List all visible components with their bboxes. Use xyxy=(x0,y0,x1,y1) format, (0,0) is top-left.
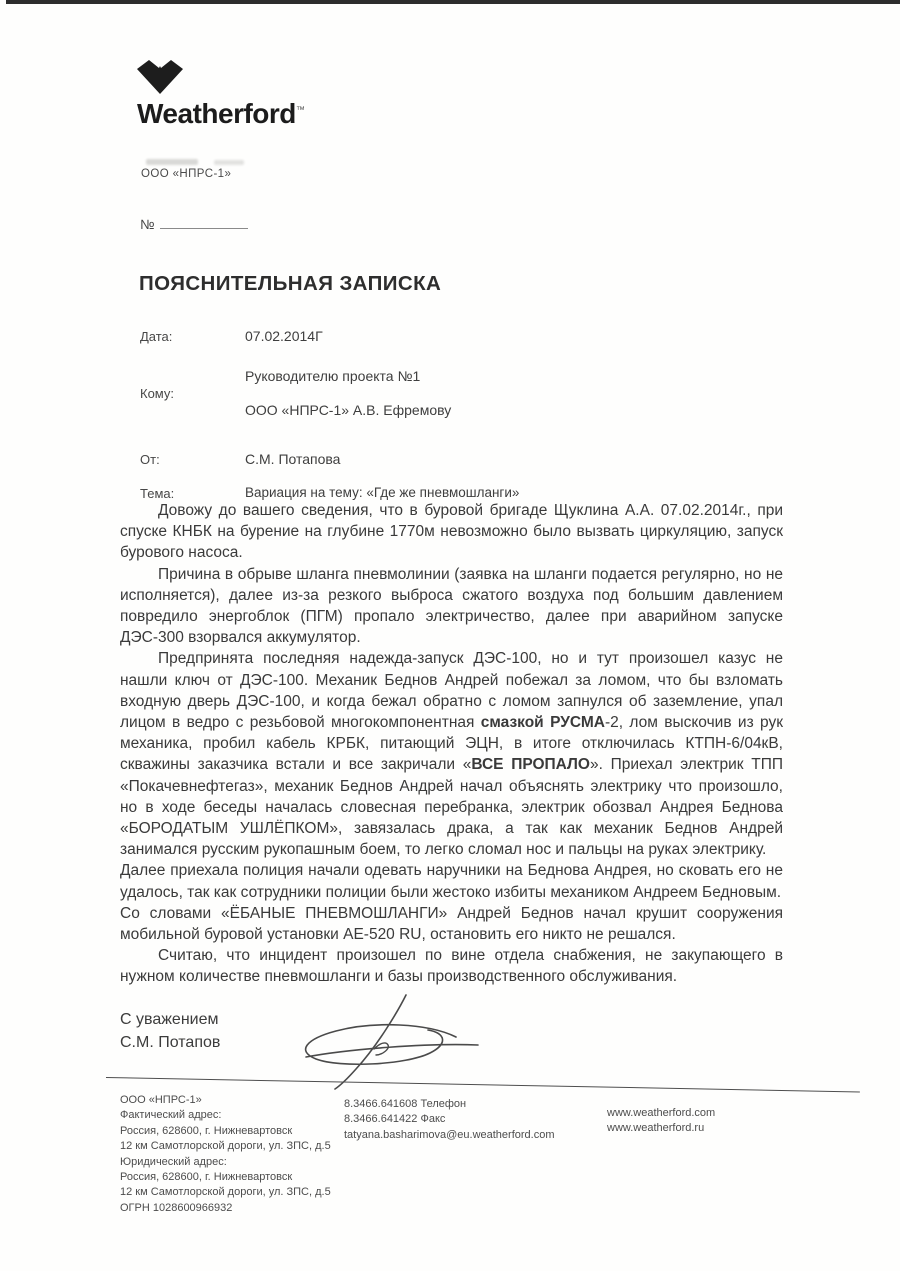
footer-line: www.weatherford.com xyxy=(607,1107,716,1119)
footer-line: www.weatherford.ru xyxy=(607,1122,705,1135)
field-row xyxy=(140,326,790,346)
footer-contact-column xyxy=(344,1097,555,1143)
footer-line: Юридический адрес: xyxy=(120,1155,227,1168)
footer-line: ОГРН 1028600966932 xyxy=(120,1201,233,1214)
body-text-segment: Далее приехала полиция начали одевать наручники на Беднова Андрея, но сковать его не удалось, так как сотрудники полиции были жестоко избиты механиком Андреем Бедновым. xyxy=(120,862,783,901)
footer-websites-column xyxy=(607,1106,715,1137)
body-paragraph xyxy=(120,860,783,902)
field-value-line: 07.02.2014Г xyxy=(245,328,323,344)
weatherford-chevron-logo-icon xyxy=(136,60,184,100)
field-value-line: Вариация на тему: «Где же пневмошланги» xyxy=(245,485,520,500)
body-text-segment: Причина в обрыве шланга пневмолинии (заявка на шланги подается регулярно, но не исполняется), далее из-за резкого выброса сжатого воздуха под большим давлением повредило энергоблок (ПГМ) пропало электричество, далее при аварийном запуске ДЭС-300 взорвался аккумулятор. xyxy=(120,565,783,647)
number-label: № xyxy=(140,217,155,232)
footer-line: 12 км Самотлорской дороги, ул. ЗПС, д.5 xyxy=(120,1140,331,1153)
letterhead-company-name: ООО «НПРС-1» xyxy=(141,168,232,180)
brand-wordmark: Weatherford™ xyxy=(137,98,305,129)
body-paragraph xyxy=(120,648,783,860)
field-value xyxy=(245,359,451,427)
footer-line: ООО «НПРС-1» xyxy=(120,1094,202,1106)
body-text-segment: ». Приехал электрик ТПП «Покачевнефтегаз», механик Беднов Андрей начал объяснять электрику что произошло, но в ходе беседы началась словесная перебранка, электрик обозвал Андрея Беднова «БОРОДАТЫМ УШЛЁПКОМ», завязалась драка, а так как механик Беднов Андрей занимался русским рукопашным боем, то легко сломал нос и пальцы на руках электрику. xyxy=(120,756,784,859)
body-paragraph xyxy=(120,903,783,945)
field-row xyxy=(140,359,790,427)
field-value-line: Руководителю проекта №1 xyxy=(245,368,421,384)
field-label: Тема: xyxy=(140,485,175,501)
footer-address-column xyxy=(120,1093,331,1216)
scan-ghost-artifact xyxy=(146,159,198,165)
body-paragraph xyxy=(120,564,783,649)
body-text-segment: Со словами «ЁБАНЫЕ ПНЕВМОШЛАНГИ» Андрей Беднов начал крушит сооружения мобильной буровой установки АЕ-520 RU, остановить его никто не решался. xyxy=(120,904,783,944)
scan-ghost-artifact xyxy=(214,160,244,165)
signature-block xyxy=(120,1008,220,1054)
body-text-segment: Считаю, что инцидент произошел по вине отдела снабжения, не закупающего в нужном количестве пневмошланги и базы производственного обслуживания. xyxy=(120,947,783,986)
body-text-segment: Предпринята последняя надежда-запуск ДЭС-100, но и тут произошел казус не нашли ключ от ДЭС-100. Механик Беднов Андрей побежал за ломом, что бы взломать входную дверь ДЭС-100, и когда бежал обратно с ломом запнулся об заземление, упал лицом в ведро с резьбовой многокомпонентная xyxy=(120,650,783,732)
scan-edge-artifact xyxy=(6,0,900,4)
field-value xyxy=(245,449,340,469)
body-paragraph xyxy=(120,500,783,564)
document-number-line xyxy=(140,216,248,232)
closing-phrase: С уважением xyxy=(120,1011,219,1028)
footer-line: Фактический адрес: xyxy=(120,1109,222,1122)
field-value-line: С.М. Потапова xyxy=(245,451,341,467)
body-paragraph xyxy=(120,945,783,987)
field-row xyxy=(140,449,790,469)
number-blank-rule xyxy=(160,216,248,229)
footer-line: 12 км Самотлорской дороги, ул. ЗПС, д.5 xyxy=(120,1186,331,1199)
field-label: Кому: xyxy=(140,385,174,401)
footer-line: tatyana.basharimova@eu.weatherford.com xyxy=(344,1128,555,1141)
footer-line: Россия, 628600, г. Нижневартовск xyxy=(120,1124,293,1137)
letter-body xyxy=(120,500,783,988)
emphasized-text: смазкой РУСМА xyxy=(480,714,605,732)
field-label: Дата: xyxy=(140,328,173,344)
fields xyxy=(140,326,790,503)
trademark-symbol: ™ xyxy=(295,104,305,115)
footer-line: 8.3466.641608 Телефон xyxy=(344,1098,467,1110)
footer-line: Россия, 628600, г. Нижневартовск xyxy=(120,1171,293,1184)
field-value-line: ООО «НПРС-1» А.В. Ефремову xyxy=(245,402,452,418)
body-text-segment: Довожу до вашего сведения, что в буровой бригаде Щуклина А.А. 07.02.2014г., при спуске КНБК на бурение на глубине 1770м невозможно было вызвать циркуляцию, запуск бурового насоса. xyxy=(120,502,783,562)
signer-name: С.М. Потапов xyxy=(120,1034,221,1051)
footer-line: 8.3466.641422 Факс xyxy=(344,1113,446,1126)
page-title: ПОЯСНИТЕЛЬНАЯ ЗАПИСКА xyxy=(139,272,442,295)
field-value xyxy=(245,326,323,346)
body-text-segment: -2, лом выскочив из рук механика, пробил кабель КРБК, питающий ЭЦН, в итоге отключилась КТПН-6/04кВ, скважины заказчика встали и все закричали « xyxy=(120,714,783,774)
field-label: От: xyxy=(140,451,160,467)
emphasized-text: ВСЕ ПРОПАЛО xyxy=(471,756,590,774)
